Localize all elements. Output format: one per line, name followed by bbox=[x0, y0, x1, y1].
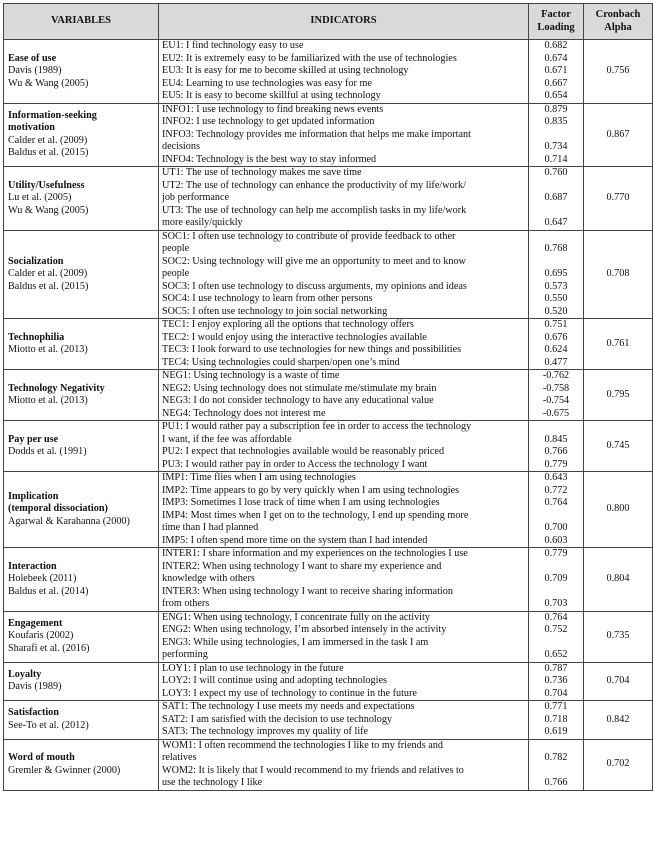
variables-table bbox=[3, 3, 653, 791]
factor-loading-spacer bbox=[529, 256, 583, 269]
indicator-text: INTER3: When using technology I want to receive sharing information bbox=[162, 585, 453, 597]
indicator-text: NEG1: Using technology is a waste of time bbox=[162, 370, 340, 381]
variable-cell bbox=[4, 739, 159, 790]
cronbach-alpha-value: 0.804 bbox=[584, 548, 653, 612]
variable-cell bbox=[4, 421, 159, 472]
factor-loading-value: 0.550 bbox=[544, 293, 568, 304]
factor-loading-value: 0.779 bbox=[544, 548, 568, 559]
header-factor-loading bbox=[529, 4, 584, 40]
factor-loading-spacer bbox=[529, 421, 583, 434]
variable-cell bbox=[4, 662, 159, 701]
indicator-text: EU4: Learning to use technologies was easy for me bbox=[162, 77, 372, 89]
variable-reference: Holebeek (2011) bbox=[8, 573, 77, 584]
cronbach-alpha-value: 0.842 bbox=[584, 701, 653, 740]
indicator-text: WOM1: I often recommend the technologies I like to my friends and bbox=[162, 739, 443, 751]
indicator-text: use the technology I like bbox=[162, 777, 263, 788]
indicator-text: knowledge with others bbox=[162, 573, 255, 584]
factor-loading-spacer bbox=[529, 231, 583, 244]
indicator-text: EU2: It is extremely easy to be familiarized with the use of technologies bbox=[162, 52, 457, 64]
factor-loading-cell bbox=[529, 167, 584, 231]
factor-loading-value: 0.782 bbox=[544, 752, 568, 763]
indicators-cell bbox=[159, 167, 529, 231]
indicator-text: NEG4: Technology does not interest me bbox=[162, 407, 326, 419]
indicator-text: INFO2: I use technology to get updated information bbox=[162, 116, 375, 127]
indicator-text: INTER2: When using technology I want to share my experience and bbox=[162, 560, 442, 572]
variable-reference: Miotto et al. (2013) bbox=[8, 344, 88, 355]
table-body bbox=[4, 40, 653, 791]
variable-reference: Baldus et al. (2015) bbox=[8, 147, 89, 159]
header-cronbach-line1: Cronbach bbox=[595, 9, 641, 20]
indicators-cell bbox=[159, 472, 529, 548]
factor-loading-cell bbox=[529, 611, 584, 662]
indicator-text: EU1: I find technology easy to use bbox=[162, 40, 304, 51]
factor-loading-value: 0.768 bbox=[544, 243, 568, 254]
table-row bbox=[4, 739, 653, 790]
factor-loading-value: 0.676 bbox=[544, 331, 568, 343]
cronbach-alpha-value: 0.756 bbox=[584, 40, 653, 104]
indicator-text: SOC3: I often use technology to discuss arguments, my opinions and ideas bbox=[162, 280, 467, 292]
factor-loading-cell bbox=[529, 319, 584, 370]
indicator-text: PU3: I would rather pay in order to Access the technology I want bbox=[162, 458, 428, 470]
factor-loading-value: 0.704 bbox=[544, 687, 568, 699]
indicators-cell bbox=[159, 421, 529, 472]
indicator-text: PU1: I would rather pay a subscription fee in order to access the technology bbox=[162, 421, 472, 432]
table-row bbox=[4, 167, 653, 231]
indicators-cell bbox=[159, 370, 529, 421]
factor-loading-value: 0.671 bbox=[544, 65, 568, 76]
indicator-text: IMP5: I often spend more time on the system than I had intended bbox=[162, 534, 428, 546]
table-row bbox=[4, 472, 653, 548]
indicators-cell bbox=[159, 230, 529, 319]
indicator-text: INTER1: I share information and my experiences on the technologies I use bbox=[162, 548, 468, 559]
variable-cell bbox=[4, 167, 159, 231]
table-row bbox=[4, 40, 653, 104]
indicator-text: SOC1: I often use technology to contribute of provide feedback to other bbox=[162, 230, 456, 242]
variable-cell bbox=[4, 548, 159, 612]
variable-name: (temporal dissociation) bbox=[8, 503, 108, 515]
indicator-text: INFO1: I use technology to find breaking news events bbox=[162, 103, 384, 115]
indicator-text: ENG3: While using technologies, I am immersed in the task I am bbox=[162, 636, 429, 648]
header-indicators: INDICATORS bbox=[159, 4, 529, 40]
indicator-text: from others bbox=[162, 598, 210, 609]
table-row bbox=[4, 421, 653, 472]
factor-loading-value: -0.754 bbox=[542, 395, 570, 406]
factor-loading-value: -0.675 bbox=[542, 407, 570, 419]
variable-reference: Wu & Wang (2005) bbox=[8, 204, 89, 216]
indicator-text: EU5: It is easy to become skillful at using technology bbox=[162, 90, 381, 101]
variable-name: Ease of use bbox=[8, 52, 57, 64]
indicator-text: PU2: I expect that technologies available would be reasonably priced bbox=[162, 446, 445, 457]
indicator-text: SAT2: I am satisfied with the decision to use technology bbox=[162, 713, 393, 725]
indicator-text: NEG2: Using technology does not stimulate me/stimulate my brain bbox=[162, 382, 437, 394]
variable-name: Loyalty bbox=[8, 668, 42, 680]
variable-name: Implication bbox=[8, 490, 59, 502]
indicator-text: decisions bbox=[162, 141, 200, 152]
variable-reference: Sharafi et al. (2016) bbox=[8, 642, 90, 654]
variable-reference: Calder et al. (2009) bbox=[8, 268, 88, 279]
variable-name: Technophilia bbox=[8, 331, 65, 343]
factor-loading-value: 0.619 bbox=[544, 726, 568, 737]
factor-loading-value: 0.835 bbox=[544, 116, 568, 127]
variable-name: Utility/Usefulness bbox=[8, 179, 85, 191]
indicator-text: people bbox=[162, 243, 190, 254]
indicator-text: INFO4: Technology is the best way to stay informed bbox=[162, 153, 377, 165]
variable-reference: Baldus et al. (2015) bbox=[8, 280, 89, 292]
cronbach-alpha-value: 0.704 bbox=[584, 662, 653, 701]
indicator-text: ENG2: When using technology, I’m absorbed intensely in the activity bbox=[162, 624, 447, 635]
factor-loading-spacer bbox=[529, 637, 583, 650]
factor-loading-value: 0.709 bbox=[544, 573, 568, 584]
variable-reference: Davis (1989) bbox=[8, 681, 62, 693]
indicator-text: TEC1: I enjoy exploring all the options that technology offers bbox=[162, 319, 414, 330]
variable-reference: Calder et al. (2009) bbox=[8, 134, 88, 146]
variable-reference: See-To et al. (2012) bbox=[8, 719, 89, 731]
indicators-cell bbox=[159, 548, 529, 612]
indicator-text: I want, if the fee was affordable bbox=[162, 433, 292, 445]
indicator-text: NEG3: I do not consider technology to have any educational value bbox=[162, 395, 434, 406]
factor-loading-spacer bbox=[529, 740, 583, 753]
variable-name: Socialization bbox=[8, 255, 64, 267]
indicator-text: LOY2: I will continue using and adopting technologies bbox=[162, 675, 387, 686]
variable-cell bbox=[4, 472, 159, 548]
factor-loading-value: 0.764 bbox=[544, 497, 568, 508]
variable-name: motivation bbox=[8, 122, 55, 134]
factor-loading-spacer bbox=[529, 129, 583, 142]
variable-cell bbox=[4, 701, 159, 740]
cronbach-alpha-value: 0.761 bbox=[584, 319, 653, 370]
indicators-cell bbox=[159, 701, 529, 740]
header-factor-loading-line1: Factor bbox=[541, 9, 571, 20]
indicator-text: SOC4: I use technology to learn from other persons bbox=[162, 293, 373, 304]
variable-cell bbox=[4, 370, 159, 421]
factor-loading-spacer bbox=[529, 561, 583, 574]
indicators-cell bbox=[159, 40, 529, 104]
table-row bbox=[4, 701, 653, 740]
variable-cell bbox=[4, 611, 159, 662]
factor-loading-value: 0.752 bbox=[544, 624, 568, 635]
indicator-text: EU3: It is easy for me to become skilled at using technology bbox=[162, 65, 409, 76]
factor-loading-value: 0.734 bbox=[544, 141, 568, 152]
indicator-text: time than I had planned bbox=[162, 522, 259, 533]
variable-reference: Miotto et al. (2013) bbox=[8, 395, 88, 406]
header-factor-loading-line2: Loading bbox=[537, 21, 575, 33]
factor-loading-value: 0.695 bbox=[544, 268, 568, 279]
factor-loading-spacer bbox=[529, 510, 583, 523]
indicator-text: performing bbox=[162, 649, 208, 660]
table-row bbox=[4, 103, 653, 167]
factor-loading-value: 0.718 bbox=[544, 713, 568, 725]
factor-loading-value: 0.603 bbox=[544, 534, 568, 546]
variable-cell bbox=[4, 40, 159, 104]
header-cronbach-alpha bbox=[584, 4, 653, 40]
indicator-text: IMP1: Time flies when I am using technologies bbox=[162, 472, 356, 483]
factor-loading-spacer bbox=[529, 586, 583, 599]
header-cronbach-line2: Alpha bbox=[604, 21, 632, 33]
indicator-text: SOC5: I often use technology to join social networking bbox=[162, 305, 388, 317]
factor-loading-cell bbox=[529, 40, 584, 104]
cronbach-alpha-value: 0.702 bbox=[584, 739, 653, 790]
cronbach-alpha-value: 0.745 bbox=[584, 421, 653, 472]
indicators-cell bbox=[159, 611, 529, 662]
variable-reference: Dodds et al. (1991) bbox=[8, 446, 87, 457]
indicator-text: people bbox=[162, 268, 190, 279]
factor-loading-value: 0.751 bbox=[544, 319, 568, 330]
cronbach-alpha-value: 0.770 bbox=[584, 167, 653, 231]
indicator-text: IMP3: Sometimes I lose track of time when I am using technologies bbox=[162, 497, 440, 508]
factor-loading-value: 0.787 bbox=[544, 662, 568, 674]
factor-loading-cell bbox=[529, 103, 584, 167]
indicators-cell bbox=[159, 739, 529, 790]
header-variables: VARIABLES bbox=[4, 4, 159, 40]
factor-loading-value: 0.682 bbox=[544, 40, 568, 51]
indicator-text: IMP4: Most times when I get on to the technology, I end up spending more bbox=[162, 509, 469, 521]
table-row bbox=[4, 370, 653, 421]
factor-loading-spacer bbox=[529, 205, 583, 218]
factor-loading-value: 0.674 bbox=[544, 52, 568, 64]
factor-loading-value: 0.667 bbox=[544, 77, 568, 89]
variable-reference: Agarwal & Karahanna (2000) bbox=[8, 515, 130, 527]
table-row bbox=[4, 230, 653, 319]
factor-loading-spacer bbox=[529, 180, 583, 193]
variable-cell bbox=[4, 230, 159, 319]
factor-loading-spacer bbox=[529, 765, 583, 778]
factor-loading-value: 0.772 bbox=[544, 484, 568, 496]
variable-reference: Lu et al. (2005) bbox=[8, 192, 72, 203]
factor-loading-value: -0.762 bbox=[542, 370, 570, 381]
indicator-text: more easily/quickly bbox=[162, 217, 243, 228]
factor-loading-cell bbox=[529, 739, 584, 790]
indicator-text: TEC3: I look forward to use technologies for new things and possibilities bbox=[162, 344, 462, 355]
indicator-text: SAT3: The technology improves my quality of life bbox=[162, 726, 369, 737]
factor-loading-value: 0.700 bbox=[544, 522, 568, 533]
table-row bbox=[4, 548, 653, 612]
indicator-text: UT2: The use of technology can enhance the productivity of my life/work/ bbox=[162, 179, 466, 191]
factor-loading-value: 0.736 bbox=[544, 675, 568, 686]
factor-loading-cell bbox=[529, 370, 584, 421]
factor-loading-value: 0.654 bbox=[544, 90, 568, 101]
indicator-text: ENG1: When using technology, I concentrate fully on the activity bbox=[162, 611, 430, 623]
indicator-text: job performance bbox=[162, 192, 230, 203]
cronbach-alpha-value: 0.800 bbox=[584, 472, 653, 548]
factor-loading-value: 0.647 bbox=[544, 217, 568, 228]
variable-reference: Koufaris (2002) bbox=[8, 630, 74, 642]
indicator-text: SAT1: The technology I use meets my needs and expectations bbox=[162, 701, 415, 712]
factor-loading-value: 0.760 bbox=[544, 167, 568, 178]
cronbach-alpha-value: 0.735 bbox=[584, 611, 653, 662]
variable-cell bbox=[4, 103, 159, 167]
variable-reference: Davis (1989) bbox=[8, 65, 62, 76]
factor-loading-value: 0.766 bbox=[544, 777, 568, 788]
indicators-cell bbox=[159, 103, 529, 167]
factor-loading-cell bbox=[529, 548, 584, 612]
variable-name: Technology Negativity bbox=[8, 382, 105, 394]
factor-loading-cell bbox=[529, 230, 584, 319]
indicator-text: WOM2: It is likely that I would recommend to my friends and relatives to bbox=[162, 764, 464, 776]
variable-name: Information-seeking bbox=[8, 109, 97, 121]
indicator-text: TEC4: Using technologies could sharpen/open one’s mind bbox=[162, 356, 400, 368]
factor-loading-value: 0.643 bbox=[544, 472, 568, 483]
factor-loading-cell bbox=[529, 472, 584, 548]
variable-name: Interaction bbox=[8, 560, 57, 572]
factor-loading-value: 0.779 bbox=[544, 458, 568, 470]
factor-loading-value: 0.624 bbox=[544, 344, 568, 355]
indicator-text: SOC2: Using technology will give me an opportunity to meet and to know bbox=[162, 255, 466, 267]
cronbach-alpha-value: 0.867 bbox=[584, 103, 653, 167]
indicator-text: LOY1: I plan to use technology in the future bbox=[162, 662, 344, 674]
factor-loading-value: 0.845 bbox=[544, 433, 568, 445]
variable-name: Satisfaction bbox=[8, 707, 59, 719]
indicator-text: INFO3: Technology provides me information that helps me make important bbox=[162, 128, 471, 140]
indicator-text: IMP2: Time appears to go by very quickly when I am using technologies bbox=[162, 484, 460, 496]
variable-name: Word of mouth bbox=[8, 752, 75, 763]
cronbach-alpha-value: 0.795 bbox=[584, 370, 653, 421]
factor-loading-value: 0.764 bbox=[544, 611, 568, 623]
factor-loading-cell bbox=[529, 701, 584, 740]
cronbach-alpha-value: 0.708 bbox=[584, 230, 653, 319]
factor-loading-value: 0.652 bbox=[544, 649, 568, 660]
indicator-text: relatives bbox=[162, 752, 197, 763]
indicator-text: UT3: The use of technology can help me accomplish tasks in my life/work bbox=[162, 204, 467, 216]
factor-loading-value: 0.520 bbox=[544, 305, 568, 317]
indicators-cell bbox=[159, 662, 529, 701]
table-row bbox=[4, 662, 653, 701]
table-row bbox=[4, 319, 653, 370]
factor-loading-value: 0.477 bbox=[544, 356, 568, 368]
factor-loading-value: 0.703 bbox=[544, 598, 568, 609]
factor-loading-value: 0.573 bbox=[544, 280, 568, 292]
factor-loading-value: 0.771 bbox=[544, 701, 568, 712]
variable-reference: Gremler & Gwinner (2000) bbox=[8, 764, 121, 776]
variable-name: Engagement bbox=[8, 617, 63, 629]
indicators-cell bbox=[159, 319, 529, 370]
variable-name: Pay per use bbox=[8, 433, 59, 445]
table-row bbox=[4, 611, 653, 662]
variable-reference: Wu & Wang (2005) bbox=[8, 77, 89, 89]
factor-loading-cell bbox=[529, 421, 584, 472]
factor-loading-value: -0.758 bbox=[542, 382, 570, 394]
indicator-text: UT1: The use of technology makes me save time bbox=[162, 167, 362, 178]
factor-loading-value: 0.766 bbox=[544, 446, 568, 457]
indicator-text: LOY3: I expect my use of technology to continue in the future bbox=[162, 687, 417, 699]
variable-cell bbox=[4, 319, 159, 370]
factor-loading-value: 0.714 bbox=[544, 153, 568, 165]
factor-loading-cell bbox=[529, 662, 584, 701]
variable-reference: Baldus et al. (2014) bbox=[8, 585, 89, 597]
indicator-text: TEC2: I would enjoy using the interactive technologies available bbox=[162, 331, 427, 343]
factor-loading-value: 0.879 bbox=[544, 103, 568, 115]
factor-loading-value: 0.687 bbox=[544, 192, 568, 203]
table-header-row bbox=[4, 4, 653, 40]
